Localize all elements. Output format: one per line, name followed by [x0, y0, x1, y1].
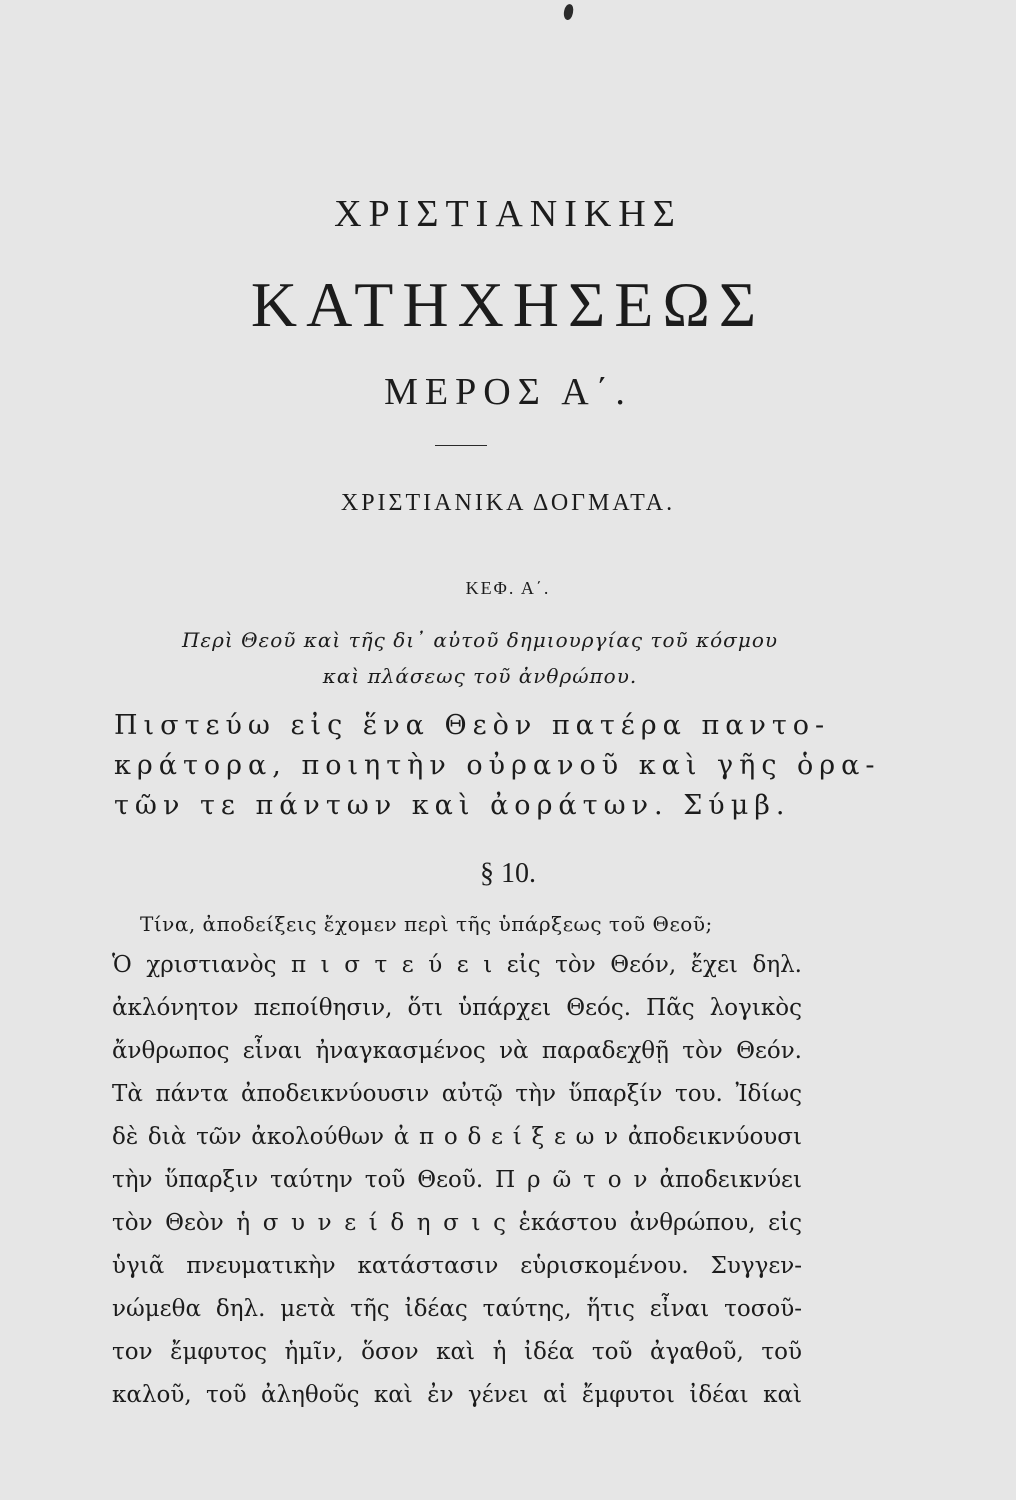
- ink-speck: [562, 3, 574, 21]
- body-line-11: καλοῦ, τοῦ ἀληθοῦς καὶ ἐν γένει αἱ ἔμφυτοι ἰδέαι καὶ: [112, 1382, 802, 1408]
- title-line-1: ΧΡΙΣΤΙΑΝΙΚΗΣ: [334, 193, 682, 235]
- chapter-heading: ΚΕΦ. Α΄.: [465, 578, 551, 598]
- creed-line-3: τῶν τε πάντων καὶ ἀοράτων. Σύμβ.: [114, 790, 791, 821]
- body-line-1: Ὁ χριστιανὸς π ι σ τ ε ύ ε ι εἰς τὸν Θεόν, ἔχει δηλ.: [112, 952, 802, 978]
- body-line-3: ἄνθρωπος εἶναι ἠναγκασμένος νὰ παραδεχθῇ τὸν Θεόν.: [112, 1038, 802, 1064]
- body-line-4: Τὰ πάντα ἀποδεικνύουσιν αὐτῷ τὴν ὕπαρξίν του. Ἰδίως: [112, 1081, 802, 1107]
- creed-line-1: Πιστεύω εἰς ἕνα Θεὸν πατέρα παντο-: [114, 710, 831, 741]
- body-line-9: νώμεθα δηλ. μετὰ τῆς ἰδέας ταύτης, ἥτις εἶναι τοσοῦ-: [112, 1296, 802, 1322]
- part-heading: ΜΕΡΟΣ Α΄.: [384, 371, 632, 413]
- section-title: ΧΡΙΣΤΙΑΝΙΚΑ ΔΟΓΜΑΤΑ.: [340, 490, 676, 516]
- divider-rule: [435, 445, 487, 446]
- body-line-2: ἀκλόνητον πεποίθησιν, ὅτι ὑπάρχει Θεός. Πᾶς λογικὸς: [112, 995, 802, 1021]
- body-line-7: τὸν Θεὸν ἡ σ υ ν ε ί δ η σ ι ς ἑκάστου ἀνθρώπου, εἰς: [112, 1210, 802, 1236]
- body-line-10: τον ἔμφυτος ἡμῖν, ὅσον καὶ ἡ ἰδέα τοῦ ἀγαθοῦ, τοῦ: [112, 1339, 802, 1365]
- paragraph-number: § 10.: [480, 858, 536, 889]
- question-line: Τίνα, ἀποδείξεις ἔχομεν περὶ τῆς ὑπάρξεως τοῦ Θεοῦ;: [140, 912, 713, 936]
- title-line-2: ΚΑΤΗΧΗΣΕΩΣ: [250, 269, 766, 340]
- body-line-5: δὲ διὰ τῶν ἀκολούθων ἀ π ο δ ε ί ξ ε ω ν ἀποδεικνύουσι: [112, 1124, 802, 1150]
- chapter-subtitle-line-2: καὶ πλάσεως τοῦ ἀνθρώπου.: [322, 664, 638, 688]
- body-line-8: ὑγιᾶ πνευματικὴν κατάστασιν εὑρισκομένου. Συγγεν-: [112, 1253, 802, 1279]
- body-line-6: τὴν ὕπαρξιν ταύτην τοῦ Θεοῦ. Π ρ ῶ τ ο ν ἀποδεικνύει: [112, 1167, 802, 1193]
- chapter-subtitle-line-1: Περὶ Θεοῦ καὶ τῆς δι᾽ αὐτοῦ δημιουργίας τοῦ κόσμου: [181, 628, 779, 652]
- creed-line-2: κράτορα, ποιητὴν οὐρανοῦ καὶ γῆς ὁρα-: [114, 750, 881, 781]
